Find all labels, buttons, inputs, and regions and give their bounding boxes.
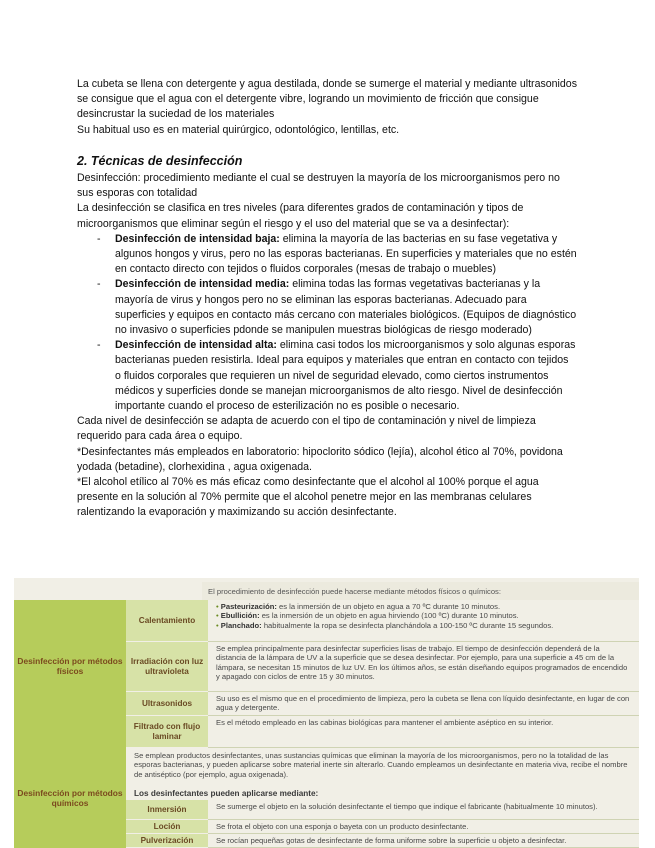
- item-text: es la inmersión de un objeto en agua a 70 ºC durante 10 minutos.: [276, 602, 501, 611]
- chemical-intro: Se emplean productos desinfectantes, unas sustancias químicas que eliminan la mayoría de los microorganismos, pero no la totalidad de las esporas bacterianas, y pueden aplicarse sobre material inerte sin alterarlo. Cuando empleamos un desinfectante en materia viva, recibe el nombre de antiséptico (por ejemplo, agua oxigenada).: [134, 751, 628, 779]
- chemical-category-cell: [14, 748, 126, 848]
- item-term: Planchado:: [220, 620, 262, 630]
- method-description: Se emplea principalmente para desinfectar superficies lisas de trabajo. El tiempo de desinfección dependerá de la distancia de la lámpara de UV a la superficie que se desea desinfectar. Por ejemplo, para una superficie a 45 cm de la lámpara, se necesitan 15 minutos de luz UV. En los últimos años, se están diseñando equipos programados de encendido y apagado con ciclos de entre 15 y 30 minutos.: [208, 642, 639, 692]
- intro-line: La cubeta se llena con detergente y agua destilada, donde se sumerge el material y mediante ultrasonidos se consigue que el agua con el detergente vibre, logrando un movimiento de fricción que consigue desincrustar la suciedad de los materiales: [77, 78, 577, 121]
- intro-line: Su habitual uso es en material quirúrgico, odontológico, lentillas, etc.: [77, 123, 400, 136]
- level-text: elimina casi todos los microorganismos y solo algunas esporas bacterianas pueden resistirla. Ideal para equipos y materiales que entran en contacto con tejidos o fluidos corporales que requieren un nivel de seguridad elevado, como ciertos instrumentos médicos y superficies donde se manejan microorganismos de alto riesgo. Nivel de desinfección importante cuando el proceso de esterilización no es posible o necesario.: [115, 339, 576, 413]
- closing-text: *Desinfectantes más empleados en laboratorio: hipoclorito sódico (lejía), alcohol ético al 70%, povidona yodada (betadine), clorhexidina , agua oxigenada.: [77, 445, 563, 473]
- physical-category-cell: [14, 600, 126, 748]
- method-label: Filtrado con flujo laminar: [126, 716, 208, 748]
- method-label: Calentamiento: [126, 600, 208, 642]
- closing-text: Cada nivel de desinfección se adapta de acuerdo con el tipo de contaminación y nivel de limpieza requerido para cada área o equipo.: [77, 415, 536, 443]
- item-text: habitualmente la ropa se desinfecta planchándola a 100-150 ºC durante 15 segundos.: [261, 620, 554, 630]
- level-term: Desinfección de intensidad media:: [115, 278, 290, 291]
- closing-text: *El alcohol etílico al 70% es más eficaz como desinfectante que el alcohol al 100% porque el agua presente en la solución al 70% permite que el alcohol penetre mejor en las membranas celulares ralentizando la evaporación y maximizando su acción desinfectante.: [77, 476, 539, 519]
- method-description: [208, 600, 639, 642]
- method-description: Su uso es el mismo que en el procedimiento de limpieza, pero la cubeta se llena con líquido desinfectante, en lugar de con agua y detergente.: [208, 692, 639, 716]
- list-item: [216, 621, 631, 630]
- section-body: [77, 171, 577, 521]
- chemical-subheading: Los desinfectantes pueden aplicarse mediante:: [134, 789, 319, 798]
- level-text: elimina la mayoría de las bacterias en su fase vegetativa y algunos hongos y virus, pero no las esporas bacterianas. En superficies y materiales que no estén en contacto directo con tejidos o fluidos corporales (mesas de trabajo o muebles): [115, 232, 577, 276]
- levels-list: [77, 232, 577, 414]
- method-description: Se rocían pequeñas gotas de desinfectante de forma uniforme sobre la superficie u objeto a desinfectar.: [208, 834, 639, 848]
- definition-text: Desinfección: procedimiento mediante el cual se destruyen la mayoría de los microorganismos pero no sus esporas con totalidad: [77, 172, 560, 200]
- item-term: Pasteurización:: [220, 602, 277, 611]
- section-heading: 2. Técnicas de desinfección: [77, 154, 243, 168]
- table-intro: El procedimiento de desinfección puede hacerse mediante métodos físicos o químicos:: [202, 582, 639, 600]
- intro-paragraph: [77, 77, 577, 138]
- method-label: Pulverización: [126, 834, 208, 848]
- method-label: Ultrasonidos: [126, 692, 208, 716]
- level-text: elimina todas las formas vegetativas bacterianas y la mayoría de virus y hongos pero no se eliminan las esporas bacterianas. Adecuado para superficies y equipos en contacto más cercano con materiales biológicos. (Equipos de diagnóstico no invasivo o superficies pdonde se manipulen muestras biológicas de riesgo moderado): [115, 278, 577, 337]
- list-item: [77, 338, 577, 414]
- method-label: Irradiación con luz ultravioleta: [126, 642, 208, 692]
- method-label: Loción: [126, 820, 208, 834]
- disinfection-table-photo: [14, 578, 639, 848]
- method-description: Se sumerge el objeto en la solución desinfectante el tiempo que indique el fabricante (habitualmente 10 minutos).: [208, 800, 639, 820]
- method-label: Inmersión: [126, 800, 208, 820]
- level-term: Desinfección de intensidad baja:: [115, 232, 280, 245]
- list-item: [77, 277, 577, 338]
- method-description: Se frota el objeto con una esponja o bayeta con un producto desinfectante.: [208, 820, 639, 834]
- list-item: [77, 232, 577, 278]
- item-term: Ebullición:: [220, 611, 260, 621]
- method-description: Es el método empleado en las cabinas biológicas para mantener el ambiente aséptico en su interior.: [208, 716, 639, 748]
- item-text: es la inmersión de un objeto en agua hirviendo (100 ºC) durante 10 minutos.: [259, 611, 519, 621]
- physical-category-label: Desinfección por métodos físicos: [17, 656, 123, 676]
- list-item: [216, 611, 631, 620]
- chemical-category-label: Desinfección por métodos químicos: [17, 788, 123, 808]
- level-term: Desinfección de intensidad alta:: [115, 339, 277, 352]
- list-item: [216, 602, 631, 611]
- classification-text: La desinfección se clasifica en tres niveles (para diferentes grados de contaminación y tipos de microorganismos que eliminar según el riesgo y el uso del material que se va a desinfectar):: [77, 202, 524, 230]
